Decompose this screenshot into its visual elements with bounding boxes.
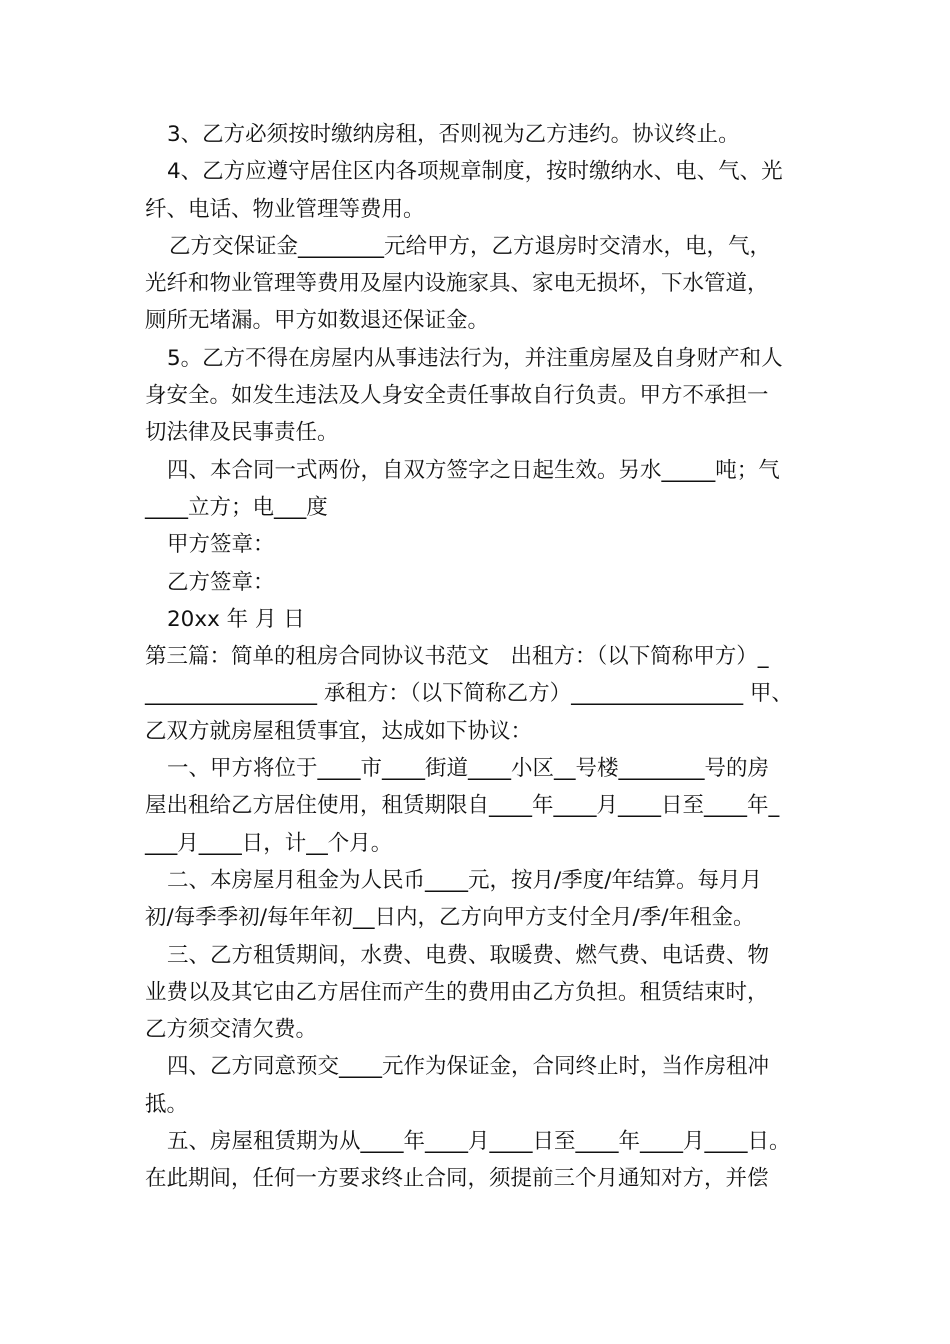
- text-line: 初/每季季初/每年年初__日内，乙方向甲方支付全月/季/年租金。: [145, 905, 755, 931]
- section-heading-line: 第三篇：简单的租房合同协议书范文 出租方：（以下简称甲方）_: [145, 644, 769, 670]
- text-line: 五、房屋租赁期为从____年____月____日至____年____月____日。: [167, 1129, 791, 1155]
- text-line: 乙方交保证金________元给甲方，乙方退房时交清水，电，气，: [169, 233, 772, 259]
- text-line: 4、乙方应遵守居住区内各项规章制度，按时缴纳水、电、气、光: [167, 159, 783, 185]
- signature-line-party-b: 乙方签章：: [167, 569, 275, 595]
- text-line: 业费以及其它由乙方居住而产生的费用由乙方负担。租赁结束时，: [145, 979, 769, 1005]
- text-line: 5。乙方不得在房屋内从事违法行为，并注重房屋及自身财产和人: [167, 345, 783, 371]
- text-line: ________________ 承租方：（以下简称乙方）________________ 甲、: [145, 681, 793, 707]
- text-line: 身安全。如发生违法及人身安全责任事故自行负责。甲方不承担一: [145, 383, 769, 409]
- text-line: ____立方；电___度: [145, 494, 328, 520]
- text-line: 光纤和物业管理等费用及屋内设施家具、家电无损坏，下水管道，: [145, 271, 769, 297]
- date-line: 20xx 年 月 日: [167, 606, 305, 632]
- text-line: 3、乙方必须按时缴纳房租，否则视为乙方违约。协议终止。: [167, 122, 740, 147]
- text-line: 一、甲方将位于____市____街道____小区__号楼________号的房: [167, 756, 770, 782]
- signature-line-party-a: 甲方签章：: [167, 532, 275, 558]
- text-line: 纤、电话、物业管理等费用。: [145, 196, 425, 222]
- document-body: [145, 116, 810, 1198]
- text-line: 厕所无堵漏。甲方如数退还保证金。: [145, 308, 490, 334]
- text-line: 乙双方就房屋租赁事宜，达成如下协议：: [145, 718, 533, 744]
- text-line: 四、本合同一式两份，自双方签字之日起生效。另水_____吨；气: [167, 457, 780, 483]
- text-line: ___月____日，计__个月。: [145, 830, 393, 856]
- text-line: 在此期间，任何一方要求终止合同，须提前三个月通知对方，并偿: [145, 1166, 769, 1192]
- text-line: 乙方须交清欠费。: [145, 1017, 318, 1043]
- text-line: 抵。: [145, 1091, 189, 1117]
- text-line: 二、本房屋月租金为人民币____元，按月/季度/年结算。每月月: [167, 867, 762, 893]
- text-line: 切法律及民事责任。: [145, 420, 339, 446]
- text-line: 三、乙方租赁期间，水费、电费、取暖费、燃气费、电话费、物: [167, 942, 770, 968]
- text-line: 四、乙方同意预交____元作为保证金，合同终止时，当作房租冲: [167, 1054, 770, 1080]
- text-line: 屋出租给乙方居住使用，租赁期限自____年____月____日至____年_: [145, 793, 780, 819]
